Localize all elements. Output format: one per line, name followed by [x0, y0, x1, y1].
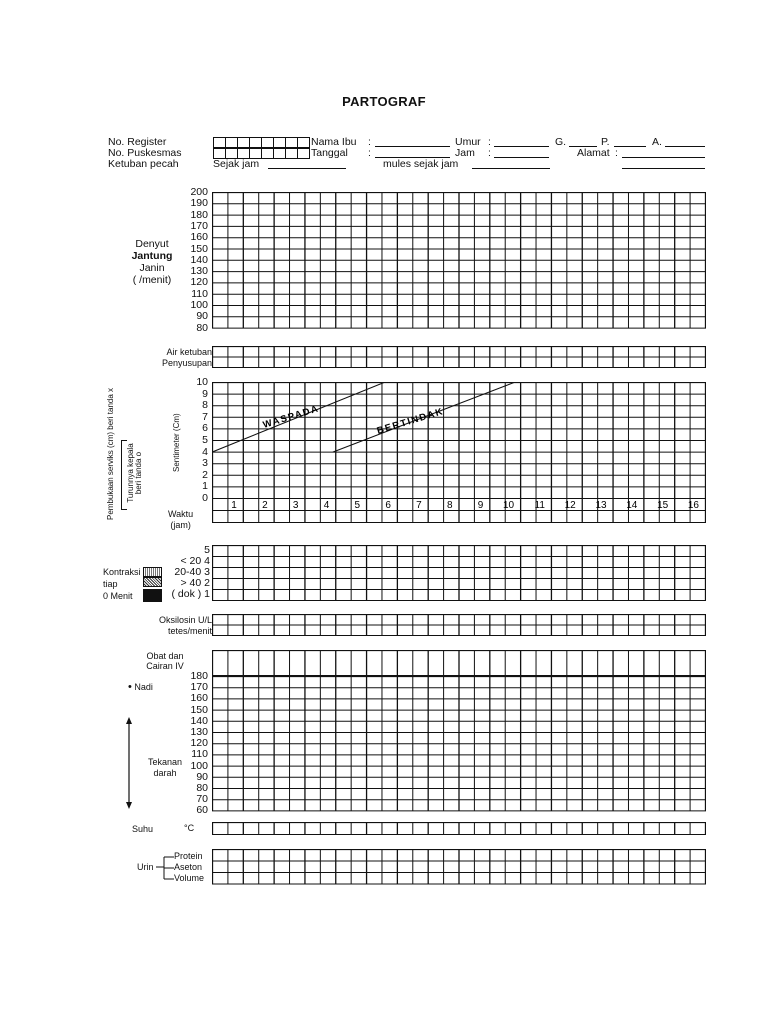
- axis-tick-label: 200: [190, 186, 208, 198]
- axis-tick-label: 150: [190, 242, 208, 255]
- kontraksi-grid[interactable]: [212, 545, 706, 601]
- alamat-field[interactable]: [622, 157, 705, 158]
- axis-tick-label: 10: [196, 376, 208, 388]
- hour-label: 9: [477, 500, 484, 511]
- pembukaan-side-label: Pembukaan serviks (cm) beri tanda x: [106, 387, 115, 520]
- hour-label: 1: [231, 500, 237, 511]
- axis-tick-label: 80: [196, 321, 208, 334]
- label-nama-ibu: Nama Ibu: [311, 136, 357, 148]
- nama-ibu-field[interactable]: [375, 146, 450, 147]
- nadi-label: • Nadi: [128, 681, 153, 693]
- air-ketuban-grid[interactable]: [212, 346, 706, 368]
- colon: :: [488, 136, 491, 148]
- djj-grid[interactable]: [212, 192, 706, 329]
- axis-tick-label: 4: [202, 445, 208, 458]
- axis-tick-label: 70: [196, 793, 208, 806]
- obat-grid[interactable]: [212, 650, 706, 676]
- axis-tick-label: 140: [190, 714, 208, 727]
- register-boxes[interactable]: [213, 137, 310, 148]
- axis-tick-label: 5: [202, 434, 208, 446]
- kontraksi-label: Kontraksi tiap 0 Menit: [103, 567, 141, 601]
- obat-label: Obat dan Cairan IV: [146, 651, 184, 671]
- axis-tick-label: 140: [190, 253, 208, 266]
- pembukaan-grid[interactable]: [212, 382, 706, 530]
- colon: :: [615, 147, 618, 159]
- mules-sejak-jam-field[interactable]: [472, 168, 550, 169]
- urin-rows-label: Protein Aseton Volume: [174, 851, 205, 883]
- sentimeter-label: Sentimeter (Cm): [172, 413, 181, 472]
- label-alamat: Alamat: [577, 147, 610, 159]
- a-field[interactable]: [665, 146, 705, 147]
- hour-label: 4: [323, 500, 330, 511]
- air-ketuban-label: Air ketuban Penyusupan: [161, 347, 212, 368]
- label-tanggal: Tanggal: [311, 147, 348, 159]
- line-label: BERTINDAK: [375, 406, 446, 437]
- hour-label: 12: [564, 500, 576, 511]
- axis-tick-label: 150: [190, 703, 208, 716]
- suhu-label: Suhu: [132, 824, 154, 834]
- label-no-register: No. Register: [108, 136, 167, 148]
- colon: :: [368, 136, 371, 148]
- suhu-grid[interactable]: [212, 822, 706, 835]
- axis-tick-label: 170: [190, 219, 208, 232]
- axis-tick-label: > 40 2: [180, 577, 210, 589]
- colon: :: [488, 147, 491, 159]
- axis-tick-label: 130: [190, 265, 208, 278]
- axis-tick-label: 120: [190, 737, 208, 750]
- axis-tick-label: 160: [190, 692, 208, 705]
- label-no-puskesmas: No. Puskesmas: [108, 147, 182, 159]
- line-label: WASPADA: [261, 403, 321, 431]
- axis-tick-label: 110: [191, 287, 208, 300]
- axis-tick-label: 120: [190, 276, 208, 289]
- label-sejak-jam: Sejak jam: [213, 158, 260, 170]
- axis-tick-label: 90: [196, 770, 208, 783]
- axis-tick-label: 5: [204, 544, 210, 556]
- label-umur: Umur: [455, 136, 481, 148]
- axis-tick-label: ( dok ) 1: [171, 588, 210, 600]
- axis-tick-label: 2: [202, 468, 208, 481]
- axis-tick-label: 130: [190, 726, 208, 738]
- page-title: PARTOGRAF: [342, 94, 426, 109]
- jam-field[interactable]: [494, 157, 549, 158]
- label-p: P.: [601, 136, 610, 148]
- tekanan-darah-label: Tekanan darah: [148, 757, 183, 778]
- label-jam: Jam: [455, 147, 475, 159]
- sejak-jam-field[interactable]: [268, 168, 346, 169]
- axis-tick-label: 180: [190, 208, 208, 221]
- label-mules-sejak-jam: mules sejak jam: [383, 158, 459, 170]
- axis-tick-label: 1: [202, 480, 208, 493]
- axis-tick-label: 160: [190, 231, 208, 244]
- hour-label: 14: [626, 500, 638, 511]
- urin-label: Urin: [137, 862, 154, 872]
- hour-label: 7: [416, 500, 422, 511]
- axis-tick-label: 190: [190, 197, 208, 210]
- hour-label: 2: [262, 500, 268, 511]
- oksitosin-label: Oksilosin U/L tetes/menit: [158, 615, 212, 636]
- hour-label: 13: [595, 500, 607, 511]
- colon: :: [368, 147, 371, 159]
- axis-tick-label: 8: [202, 399, 208, 412]
- hour-label: 15: [657, 500, 669, 511]
- hour-label: 5: [354, 500, 361, 511]
- nadi-grid[interactable]: [212, 676, 706, 812]
- hour-label: 6: [385, 500, 391, 511]
- label-ketuban-pecah: Ketuban pecah: [108, 158, 179, 170]
- hour-label: 11: [534, 500, 545, 511]
- axis-tick-label: 3: [202, 457, 208, 470]
- hour-label: 8: [446, 500, 453, 511]
- axis-tick-label: < 20 4: [180, 555, 210, 567]
- hour-label: 10: [503, 500, 515, 511]
- axis-tick-label: 170: [190, 681, 208, 694]
- double-arrow-icon: [124, 717, 134, 809]
- label-a: A.: [652, 136, 662, 148]
- alamat-field-2[interactable]: [622, 168, 705, 169]
- oksitosin-grid[interactable]: [212, 614, 706, 636]
- axis-tick-label: 110: [191, 748, 208, 761]
- turun-kepala-label: Turunnya kepala beri tanda o: [126, 443, 143, 503]
- axis-tick-label: 180: [190, 670, 208, 682]
- umur-field[interactable]: [494, 146, 549, 147]
- axis-tick-label: 20-40 3: [174, 566, 210, 578]
- p-field[interactable]: [614, 146, 646, 147]
- axis-tick-label: 6: [202, 422, 208, 435]
- axis-tick-label: 9: [202, 387, 208, 400]
- axis-tick-label: 90: [196, 310, 208, 323]
- label-g: G.: [555, 136, 567, 148]
- urin-grid[interactable]: [212, 849, 706, 885]
- hour-label: 16: [687, 500, 699, 511]
- suhu-unit: °C: [184, 823, 195, 833]
- waktu-label: Waktu (jam): [168, 509, 194, 530]
- axis-tick-label: 100: [190, 299, 208, 311]
- axis-tick-label: 100: [190, 759, 208, 772]
- axis-tick-label: 80: [196, 782, 208, 794]
- axis-tick-label: 7: [202, 410, 208, 423]
- axis-tick-label: 0: [202, 492, 208, 504]
- djj-label: Denyut Jantung Janin ( /menit): [131, 238, 173, 286]
- axis-tick-label: 60: [196, 804, 208, 817]
- hour-label: 3: [292, 500, 299, 511]
